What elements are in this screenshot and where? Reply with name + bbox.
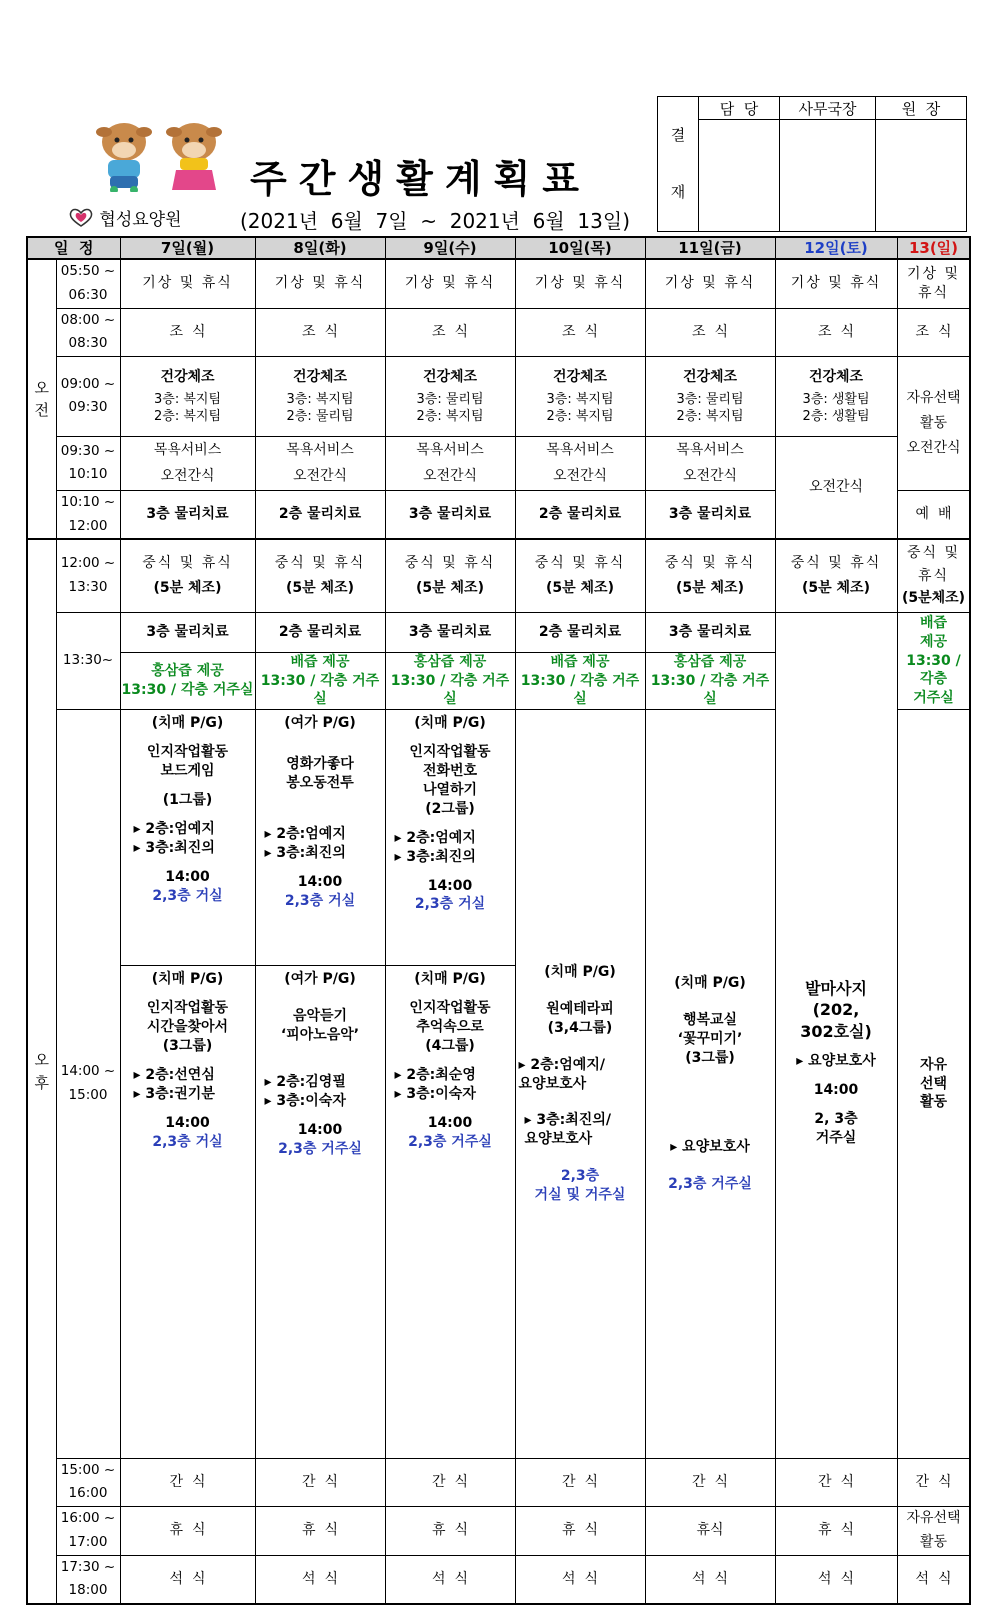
program-title: 행복교실 ‘꽃꾸미기’ (3그룹) [677, 1012, 743, 1067]
organization-label: 협성요양원 [99, 210, 182, 230]
bath-label: 목욕서비스 [153, 441, 222, 458]
lunch-label: 중식 및 휴식 [274, 554, 366, 571]
cell-program [385, 966, 515, 1458]
cell-bath-snack [255, 436, 385, 490]
program-tag: (치매 P/G) [151, 971, 224, 988]
exercise-label: 건강체조 [552, 368, 608, 385]
cell-physical-therapy: 3층 물리치료 [385, 612, 515, 652]
program-group: (4그룹) [425, 1038, 475, 1055]
program-tag: (여가 P/G) [284, 715, 356, 732]
program-time: 14:00 [297, 1121, 343, 1138]
cell-juice [255, 652, 385, 710]
program-staff: ▸ 3층:최진의/ 요양보호사 [524, 1112, 611, 1148]
day-sun: 13(일) [897, 237, 970, 259]
program-place: 2,3층 거주실 [278, 1140, 362, 1157]
table-row [27, 356, 970, 436]
approval-sign-director [876, 120, 967, 232]
snack-label: 오전간식 [682, 468, 738, 485]
table-row [27, 1506, 970, 1555]
table-row [27, 308, 970, 356]
snack-label: 오전간식 [160, 468, 215, 485]
program-place: 2,3층 거주실 [668, 1175, 752, 1192]
program-place: 2,3층 거주실 [408, 1133, 492, 1150]
cell-physical-therapy: 3층 물리치료 [120, 612, 255, 652]
cell-dinner: 석 식 [255, 1555, 385, 1604]
massage-title: 발마사지 (202, 302호실) [800, 978, 872, 1041]
program-place: 2,3층 거실 [284, 892, 356, 909]
cell-breakfast: 조 식 [897, 308, 970, 356]
exercise-label: 건강체조 [682, 368, 738, 385]
cell-dinner: 석 식 [645, 1555, 775, 1604]
section-pm: 오 후 [27, 539, 56, 1604]
lunch-label: 중식 및 휴식 [790, 554, 882, 571]
lunch-exercise: (5분 체조) [416, 579, 484, 596]
cell-wake: 기상 및 휴식 [645, 259, 775, 308]
program-time: 14:00 [427, 1114, 473, 1131]
table-row [27, 539, 970, 612]
exercise-groups: 3층: 물리팀 2층: 복지팀 [676, 392, 744, 424]
day-wed: 9일(수) [385, 237, 515, 259]
cell-dinner: 석 식 [385, 1555, 515, 1604]
cell-breakfast: 조 식 [515, 308, 645, 356]
juice-label: 홍삼즙 제공 [151, 663, 224, 680]
cell-bath-snack [120, 436, 255, 490]
program-staff: ▸ 2층:김영필 ▸ 3층:이숙자 [264, 1074, 346, 1109]
exercise-groups: 3층: 복지팀 2층: 복지팀 [153, 392, 221, 424]
cell-breakfast: 조 식 [775, 308, 897, 356]
program-time: 14:00 [297, 873, 343, 890]
mascot-illustration [92, 112, 232, 192]
cell-lunch [515, 539, 645, 612]
juice-label: 배즙 제공 [550, 653, 610, 670]
cell-snack: 간 식 [515, 1458, 645, 1506]
program-staff: ▸ 2층:엄예지/ 요양보호사 [518, 1056, 605, 1092]
cell-wake: 기상 및 휴식 [255, 259, 385, 308]
program-group: (3그룹) [162, 1038, 213, 1055]
lunch-exercise: (5분 체조) [153, 579, 222, 596]
schedule-period: (2021년 6월 7일 ~ 2021년 6월 13일) [240, 209, 630, 233]
program-place: 2,3층 거실 및 거주실 [534, 1168, 626, 1204]
cell-dinner: 석 식 [897, 1555, 970, 1604]
program-tag: (치매 P/G) [414, 715, 486, 732]
snack-label: 오전간식 [292, 468, 348, 485]
juice-time: 13:30 / 각층 거주실 [390, 672, 510, 708]
program-title: 음악듣기 ‘피아노음악’ [280, 1008, 360, 1044]
cell-program [255, 710, 385, 966]
approval-box [657, 96, 967, 232]
cell-program [120, 710, 255, 966]
approval-role-director: 원 장 [876, 97, 967, 120]
bath-label: 목욕서비스 [546, 441, 614, 458]
cell-snack: 간 식 [120, 1458, 255, 1506]
day-mon: 7일(월) [120, 237, 255, 259]
cell-juice [645, 652, 775, 710]
approval-sign-secretary [780, 120, 876, 232]
table-row [27, 259, 970, 308]
cell-sat-snack: 오전간식 [775, 436, 897, 539]
day-thu: 10일(목) [515, 237, 645, 259]
cell-snack: 간 식 [385, 1458, 515, 1506]
lunch-exercise: (5분 체조) [286, 579, 354, 596]
organization-name [68, 205, 182, 230]
cell-exercise [775, 356, 897, 436]
cell-rest: 휴 식 [255, 1506, 385, 1555]
cell-fri-program [645, 710, 775, 1458]
lunch-label: 중식 및 휴식 [404, 554, 496, 571]
exercise-groups: 3층: 물리팀 2층: 복지팀 [416, 392, 484, 424]
program-title: 인지작업활동 보드게임 [146, 744, 229, 780]
massage-place: 2, 3층 거주실 [814, 1111, 858, 1146]
lunch-exercise: (5분 체조) [546, 579, 614, 596]
cell-sat-massage [775, 612, 897, 1458]
cell-lunch [120, 539, 255, 612]
exercise-groups: 3층: 생활팀 2층: 생활팀 [802, 392, 870, 424]
time-cell: 09:00 ~ 09:30 [56, 356, 120, 436]
cell-dinner: 석 식 [120, 1555, 255, 1604]
lunch-exercise: (5분체조) [901, 590, 966, 607]
cell-lunch [385, 539, 515, 612]
juice-label: 홍삼즙 제공 [413, 653, 487, 670]
program-time: 14:00 [165, 868, 210, 885]
exercise-groups: 3층: 복지팀 2층: 물리팀 [286, 392, 354, 424]
cell-bath-snack [515, 436, 645, 490]
time-cell: 13:30~ [56, 612, 120, 710]
cell-exercise [120, 356, 255, 436]
cell-breakfast: 조 식 [120, 308, 255, 356]
program-title: 인지작업활동 추억속으로 [409, 1000, 491, 1036]
cell-physical-therapy: 3층 물리치료 [385, 490, 515, 539]
program-tag: (치매 P/G) [151, 715, 224, 732]
section-am: 오 전 [27, 259, 56, 539]
cell-program [255, 966, 385, 1458]
massage-staff: ▸ 요양보호사 [796, 1053, 876, 1070]
cell-lunch [255, 539, 385, 612]
juice-time: 13:30 / 각층 거주실 [121, 682, 254, 699]
cell-wake: 기상 및 휴식 [385, 259, 515, 308]
approval-sign-manager [699, 120, 780, 232]
page-title: 주간생활계획표 [250, 157, 591, 201]
massage-time: 14:00 [813, 1082, 859, 1099]
program-staff: ▸ 2층:엄예지 ▸ 3층:최진의 [394, 829, 476, 865]
time-cell: 09:30 ~ 10:10 [56, 436, 120, 490]
juice-time: 13:30 / 각층 거주실 [650, 672, 770, 708]
weekly-schedule-table [26, 236, 971, 1605]
cell-exercise [645, 356, 775, 436]
juice-label: 홍삼즙 제공 [673, 653, 747, 670]
program-place: 2,3층 거실 [414, 896, 486, 913]
cell-lunch-sun [897, 539, 970, 612]
cell-physical-therapy: 2층 물리치료 [515, 490, 645, 539]
time-cell: 17:30 ~ 18:00 [56, 1555, 120, 1604]
header-schedule-label: 일 정 [27, 237, 120, 259]
day-tue: 8일(화) [255, 237, 385, 259]
cell-lunch [645, 539, 775, 612]
cell-juice [515, 652, 645, 710]
cell-physical-therapy: 2층 물리치료 [255, 490, 385, 539]
cell-bath-snack [645, 436, 775, 490]
cell-rest-sun: 자유선택 활동 [897, 1506, 970, 1555]
day-fri: 11일(금) [645, 237, 775, 259]
cell-juice [120, 652, 255, 710]
juice-time: 13:30 / 각층 거주실 [260, 672, 380, 708]
lunch-label: 중식 및 휴식 [534, 554, 626, 571]
program-staff: ▸ 2층:선연심 ▸ 3층:권기분 [133, 1066, 215, 1102]
approval-role-secretary: 사무국장 [780, 97, 876, 120]
time-cell: 14:00 ~ 15:00 [56, 710, 120, 1458]
time-cell: 16:00 ~ 17:00 [56, 1506, 120, 1555]
snack-label: 오전간식 [422, 468, 478, 485]
cell-lunch [775, 539, 897, 612]
cell-exercise [385, 356, 515, 436]
cell-rest: 휴 식 [385, 1506, 515, 1555]
cell-juice [385, 652, 515, 710]
cell-rest: 휴 식 [120, 1506, 255, 1555]
lunch-label: 중식 및 휴식 [664, 554, 756, 571]
lunch-exercise: (5분 체조) [676, 579, 744, 596]
cell-sun-free: 자유 선택 활동 [897, 710, 970, 1458]
bath-label: 목욕서비스 [286, 441, 354, 458]
exercise-label: 건강체조 [422, 368, 478, 385]
cell-bath-snack [385, 436, 515, 490]
program-title: 인지작업활동 전화번호 나열하기 [409, 744, 491, 799]
heart-logo-icon [68, 208, 94, 228]
time-cell: 10:10 ~ 12:00 [56, 490, 120, 539]
cell-breakfast: 조 식 [645, 308, 775, 356]
cell-dinner: 석 식 [515, 1555, 645, 1604]
lunch-exercise: (5분 체조) [802, 579, 870, 596]
program-group: (2그룹) [425, 800, 475, 817]
program-staff: ▸ 2층:엄예지 ▸ 3층:최진의 [133, 820, 215, 856]
cell-worship: 예 배 [897, 490, 970, 539]
approval-role-manager: 담 당 [699, 97, 780, 120]
program-tag: (치매 P/G) [544, 964, 616, 981]
cell-rest: 휴식 [645, 1506, 775, 1555]
program-staff: ▸ 2층:엄예지 ▸ 3층:최진의 [264, 826, 346, 861]
cell-program [120, 966, 255, 1458]
program-time: 14:00 [427, 877, 473, 894]
cell-exercise [255, 356, 385, 436]
program-staff: ▸ 요양보호사 [670, 1138, 750, 1155]
cell-physical-therapy: 2층 물리치료 [255, 612, 385, 652]
program-title: 인지작업활동 시간을찾아서 [146, 1000, 229, 1036]
bath-label: 목욕서비스 [416, 441, 484, 458]
program-title: 원예테라피 [546, 1000, 614, 1017]
program-group: (1그룹) [162, 792, 213, 809]
cell-sun-juice: 배즙 제공 13:30 / 각층 거주실 [897, 612, 970, 710]
program-time: 14:00 [165, 1114, 210, 1131]
snack-label: 오전간식 [552, 468, 608, 485]
cell-program [385, 710, 515, 966]
exercise-label: 건강체조 [808, 368, 864, 385]
exercise-label: 건강체조 [292, 368, 348, 385]
cell-dinner: 석 식 [775, 1555, 897, 1604]
cell-wake: 기상 및 휴식 [515, 259, 645, 308]
cell-snack: 간 식 [645, 1458, 775, 1506]
cell-breakfast: 조 식 [255, 308, 385, 356]
cell-physical-therapy: 3층 물리치료 [645, 490, 775, 539]
cell-rest: 휴 식 [775, 1506, 897, 1555]
cell-wake: 기상 및 휴식 [775, 259, 897, 308]
cell-breakfast: 조 식 [385, 308, 515, 356]
juice-label: 배즙 제공 [290, 653, 350, 670]
program-place: 2,3층 거실 [152, 887, 223, 904]
cell-physical-therapy: 2층 물리치료 [515, 612, 645, 652]
time-cell: 08:00 ~ 08:30 [56, 308, 120, 356]
lunch-label: 중식 및 휴식 [142, 554, 233, 571]
cell-exercise [515, 356, 645, 436]
day-sat: 12일(토) [775, 237, 897, 259]
approval-side-label: 결 재 [658, 97, 699, 232]
time-cell: 12:00 ~ 13:30 [56, 539, 120, 612]
table-header-row [27, 237, 970, 259]
program-tag: (치매 P/G) [674, 975, 746, 992]
program-tag: (여가 P/G) [284, 971, 356, 988]
cell-sun-morning: 자유선택 활동 오전간식 [897, 356, 970, 490]
lunch-label: 중식 및 휴식 [906, 545, 961, 584]
table-row [27, 1555, 970, 1604]
time-cell: 15:00 ~ 16:00 [56, 1458, 120, 1506]
table-row [27, 1458, 970, 1506]
cell-wake: 기상 및 휴식 [120, 259, 255, 308]
bath-label: 목욕서비스 [676, 441, 744, 458]
program-tag: (치매 P/G) [414, 971, 486, 988]
program-group: (3,4그룹) [547, 1019, 613, 1036]
program-title: 영화가좋다 봉오동전투 [286, 756, 354, 792]
juice-time: 13:30 / 각층 거주실 [520, 672, 640, 708]
program-staff: ▸ 2층:최순영 ▸ 3층:이숙자 [394, 1066, 476, 1102]
cell-snack: 간 식 [255, 1458, 385, 1506]
cell-snack: 간 식 [897, 1458, 970, 1506]
cell-wake-sun: 기상 및 휴식 [897, 259, 970, 308]
cell-thu-program [515, 710, 645, 1458]
cell-snack: 간 식 [775, 1458, 897, 1506]
cell-physical-therapy: 3층 물리치료 [645, 612, 775, 652]
time-cell: 05:50 ~ 06:30 [56, 259, 120, 308]
table-row [27, 612, 970, 652]
cell-rest: 휴 식 [515, 1506, 645, 1555]
program-place: 2,3층 거실 [152, 1133, 223, 1150]
cell-physical-therapy: 3층 물리치료 [120, 490, 255, 539]
exercise-label: 건강체조 [160, 368, 215, 385]
table-row [27, 436, 970, 490]
exercise-groups: 3층: 복지팀 2층: 복지팀 [546, 392, 614, 424]
